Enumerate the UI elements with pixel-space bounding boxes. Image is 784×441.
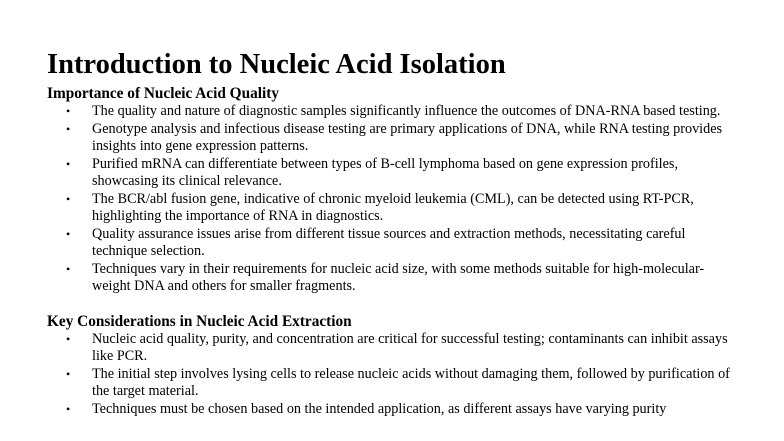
bullet-icon: • (66, 156, 71, 171)
section-importance (47, 84, 747, 296)
page-title: Introduction to Nucleic Acid Isolation (47, 49, 506, 80)
list-item (47, 261, 737, 296)
section-heading: Importance of Nucleic Acid Quality (47, 85, 279, 102)
bullet-icon: • (66, 226, 71, 241)
bullet-icon: • (66, 331, 71, 346)
list-item (47, 331, 737, 366)
list-item-text: The quality and nature of diagnostic samples significantly influence the outcomes of DNA-RNA based testing. (92, 103, 721, 119)
bullet-icon: • (66, 401, 71, 416)
list-item (47, 103, 737, 121)
list-item (47, 121, 737, 156)
bullet-icon: • (66, 261, 71, 276)
list-item-text: Techniques vary in their requirements for nucleic acid size, with some methods suitable for high-molecular-weight DNA and others for smaller fragments. (92, 260, 705, 294)
list-item (47, 226, 737, 261)
bullet-icon: • (66, 104, 71, 118)
list-item-text: Genotype analysis and infectious disease testing are primary applications of DNA, while RNA testing provides insights into gene expression patterns. (92, 120, 723, 154)
bullet-icon: • (66, 191, 71, 206)
list-item-text: Nucleic acid quality, purity, and concentration are critical for successful testing; contaminants can inhibit assays like PCR. (92, 330, 728, 364)
list-item (47, 191, 737, 226)
list-item-text: Purified mRNA can differentiate between types of B-cell lymphoma based on gene expression profiles, showcasing its clinical relevance. (92, 155, 678, 189)
list-item (47, 401, 737, 419)
bullet-icon: • (66, 121, 71, 136)
list-item-text: Quality assurance issues arise from different tissue sources and extraction methods, necessitating careful technique selection. (92, 225, 686, 259)
section-key-considerations (47, 312, 747, 419)
document-page (47, 46, 747, 418)
list-item-text: Techniques must be chosen based on the intended application, as different assays have varying purity (92, 400, 667, 417)
bullet-icon: • (66, 366, 71, 381)
list-item-text: The BCR/abl fusion gene, indicative of chronic myeloid leukemia (CML), can be detected using RT-PCR, highlighting the importance of RNA in diagnostics. (92, 190, 694, 224)
bullet-list (47, 103, 747, 296)
list-item (47, 156, 737, 191)
list-item-text: The initial step involves lysing cells to release nucleic acids without damaging them, followed by purification of the target material. (92, 365, 730, 399)
list-item (47, 366, 737, 401)
section-heading: Key Considerations in Nucleic Acid Extraction (47, 312, 352, 330)
bullet-list (47, 331, 747, 419)
